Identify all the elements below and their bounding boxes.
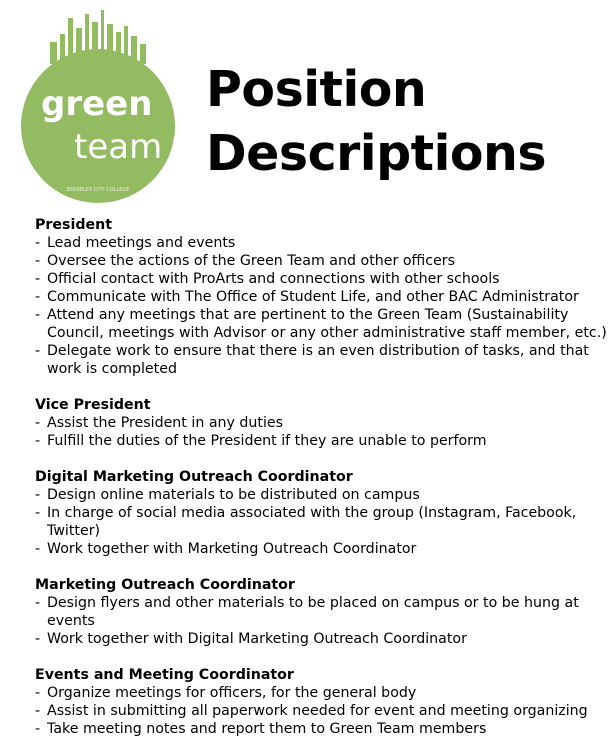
section-title: Digital Marketing Outreach Coordinator xyxy=(35,469,353,485)
section-digital-marketing-outreach-coordinator xyxy=(35,468,607,558)
page-title-line-2: Descriptions xyxy=(206,125,547,182)
duty-item: - Take meeting notes and report them to Green Team members xyxy=(35,720,607,738)
section-title: Events and Meeting Coordinator xyxy=(35,667,294,683)
duty-list xyxy=(35,414,607,450)
position-list xyxy=(35,216,607,756)
duty-item: - Delegate work to ensure that there is an even distribution of tasks, and that work is completed xyxy=(35,342,607,378)
section-marketing-outreach-coordinator xyxy=(35,576,607,648)
section-title: Vice President xyxy=(35,397,151,413)
section-events-and-meeting-coordinator xyxy=(35,666,607,738)
duty-item: - In charge of social media associated with the group (Instagram, Facebook, Twitter) xyxy=(35,504,607,540)
duty-list xyxy=(35,594,607,648)
duty-item: - Design online materials to be distributed on campus xyxy=(35,486,607,504)
duty-item: - Official contact with ProArts and connections with other schools xyxy=(35,270,607,288)
page-title-line-1: Position xyxy=(206,61,427,118)
section-title: Marketing Outreach Coordinator xyxy=(35,577,295,593)
duty-list xyxy=(35,684,607,738)
green-team-logo xyxy=(14,8,184,204)
duty-item: - Oversee the actions of the Green Team and other officers xyxy=(35,252,607,270)
page-title xyxy=(206,58,546,186)
duty-item: - Lead meetings and events xyxy=(35,234,607,252)
section-title: President xyxy=(35,217,112,233)
duty-item: - Attend any meetings that are pertinent to the Green Team (Sustainability Council, meetings with Advisor or any other administrative staff member, etc.) xyxy=(35,306,607,342)
duty-list xyxy=(35,486,607,558)
duty-item: - Organize meetings for officers, for the general body xyxy=(35,684,607,702)
section-vice-president xyxy=(35,396,607,450)
logo-word-team: team xyxy=(74,127,163,167)
logo-tagline: BERKELEY CITY COLLEGE xyxy=(66,187,130,193)
duty-item: - Fulfill the duties of the President if they are unable to perform xyxy=(35,432,607,450)
duty-item: - Work together with Marketing Outreach Coordinator xyxy=(35,540,607,558)
duty-list xyxy=(35,234,607,378)
duty-item: - Design flyers and other materials to be placed on campus or to be hung at events xyxy=(35,594,607,630)
logo-word-green: green xyxy=(41,84,153,124)
duty-item: - Assist the President in any duties xyxy=(35,414,607,432)
section-president xyxy=(35,216,607,378)
duty-item: - Assist in submitting all paperwork needed for event and meeting organizing xyxy=(35,702,607,720)
duty-item: - Communicate with The Office of Student Life, and other BAC Administrator xyxy=(35,288,607,306)
duty-item: - Work together with Digital Marketing Outreach Coordinator xyxy=(35,630,607,648)
green-team-logo-graphic xyxy=(14,8,184,204)
